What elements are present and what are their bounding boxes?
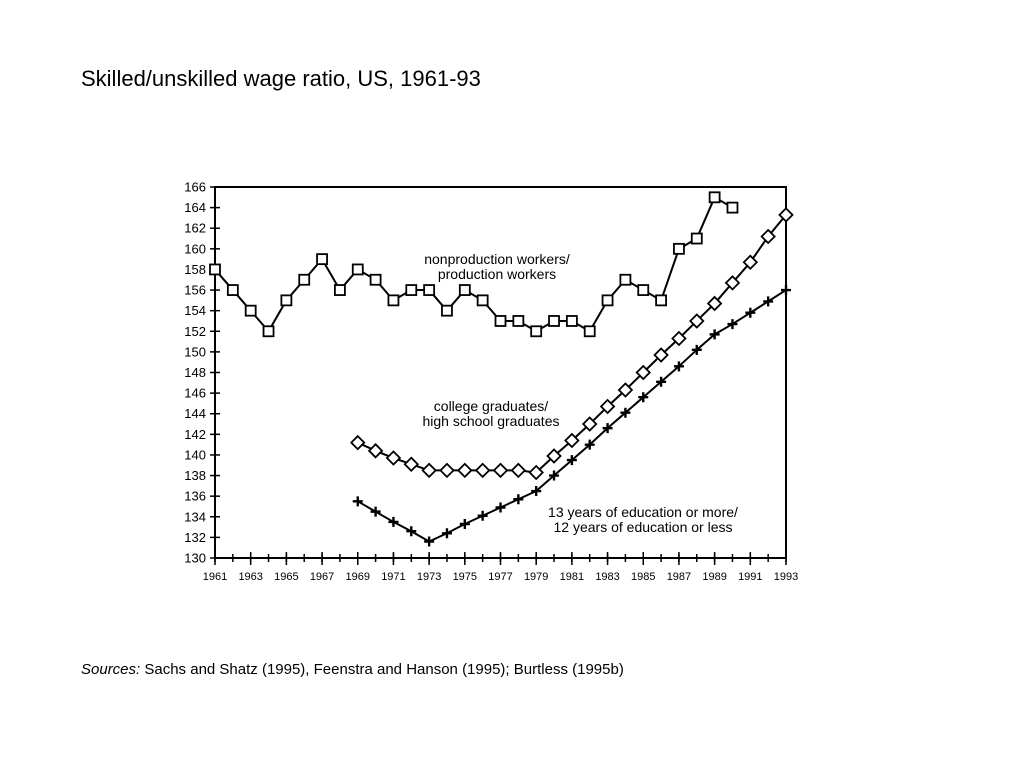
y-tick-label: 154 <box>184 303 206 319</box>
square-marker <box>228 285 238 295</box>
x-tick-label: 1983 <box>595 571 620 583</box>
y-tick-label: 138 <box>184 468 206 484</box>
x-tick-label: 1991 <box>738 571 763 583</box>
square-marker <box>388 295 398 305</box>
label-education-years <box>548 504 738 535</box>
x-tick-label: 1971 <box>381 571 406 583</box>
slide-title: Skilled/unskilled wage ratio, US, 1961-93 <box>81 66 481 91</box>
plus-marker <box>496 503 506 513</box>
square-marker <box>281 295 291 305</box>
y-tick-label: 162 <box>184 220 206 236</box>
diamond-marker <box>458 464 471 477</box>
diamond-marker <box>387 452 400 465</box>
square-marker <box>727 203 737 213</box>
x-tick-label: 1973 <box>416 571 442 583</box>
x-axis <box>203 552 798 583</box>
diamond-marker <box>423 464 436 477</box>
square-marker <box>317 254 327 264</box>
x-tick-label: 1993 <box>773 571 799 583</box>
square-marker <box>496 316 506 326</box>
plus-marker <box>353 496 363 506</box>
annotation-line: college graduates/ <box>433 398 549 414</box>
y-tick-label: 158 <box>184 261 206 277</box>
x-tick-label: 1963 <box>238 571 263 583</box>
y-tick-label: 152 <box>184 323 206 339</box>
square-marker <box>585 326 595 336</box>
diamond-marker <box>351 436 364 449</box>
square-marker <box>620 275 630 285</box>
annotation-line: production workers <box>437 266 557 282</box>
plus-marker <box>406 526 416 536</box>
square-marker <box>674 244 684 254</box>
square-marker <box>567 316 577 326</box>
square-marker <box>531 326 541 336</box>
annotation-line: nonproduction workers/ <box>424 251 570 267</box>
diamond-marker <box>440 464 453 477</box>
square-marker <box>460 285 470 295</box>
x-tick-label: 1979 <box>523 571 549 583</box>
y-tick-label: 130 <box>184 550 206 566</box>
square-marker <box>549 316 559 326</box>
label-nonproduction-production <box>424 251 570 282</box>
square-marker <box>335 285 345 295</box>
square-marker <box>442 306 452 316</box>
diamond-marker <box>494 464 507 477</box>
plus-marker <box>388 517 398 527</box>
diamond-marker <box>512 464 525 477</box>
y-tick-label: 150 <box>184 344 206 360</box>
square-marker <box>603 295 613 305</box>
sources-text: Sachs and Shatz (1995), Feenstra and Hanson (1995); Burtless (1995b) <box>140 661 624 678</box>
square-marker <box>710 192 720 202</box>
x-tick-label: 1967 <box>309 571 335 583</box>
plus-marker <box>781 285 791 295</box>
plus-marker <box>424 537 434 547</box>
x-tick-label: 1989 <box>702 571 727 583</box>
x-tick-label: 1977 <box>488 571 513 583</box>
series-college-highschool <box>351 208 792 479</box>
x-tick-label: 1961 <box>202 571 228 583</box>
plus-marker <box>513 494 523 504</box>
diamond-marker <box>369 444 382 457</box>
square-marker <box>299 275 309 285</box>
square-marker <box>513 316 523 326</box>
annotation-line: high school graduates <box>422 413 560 429</box>
plus-marker <box>478 511 488 521</box>
label-college-highschool <box>423 398 560 429</box>
square-marker <box>424 285 434 295</box>
square-marker <box>353 264 363 274</box>
x-tick-label: 1975 <box>452 571 478 583</box>
diamond-marker <box>476 464 489 477</box>
square-marker <box>371 275 381 285</box>
plus-marker <box>745 308 755 318</box>
plus-marker <box>763 296 773 306</box>
square-marker <box>656 295 666 305</box>
sources-note <box>81 661 624 678</box>
x-tick-label: 1969 <box>345 571 370 583</box>
annotation-line: 13 years of education or more/ <box>548 504 738 520</box>
x-tick-label: 1985 <box>631 571 656 583</box>
plus-marker <box>460 519 470 529</box>
square-marker <box>246 306 256 316</box>
square-marker <box>406 285 416 295</box>
square-marker <box>264 326 274 336</box>
y-tick-label: 156 <box>184 282 206 298</box>
plus-marker <box>442 528 452 538</box>
diamond-marker <box>405 458 418 471</box>
x-tick-label: 1987 <box>666 571 692 583</box>
y-tick-label: 146 <box>184 385 206 401</box>
square-marker <box>478 295 488 305</box>
annotation-line: 12 years of education or less <box>553 519 733 535</box>
plus-marker <box>727 319 737 329</box>
square-marker <box>638 285 648 295</box>
y-tick-label: 134 <box>184 509 206 525</box>
y-tick-label: 164 <box>184 200 206 216</box>
y-tick-label: 136 <box>184 488 206 504</box>
y-tick-label: 132 <box>184 529 206 545</box>
square-marker <box>210 264 220 274</box>
x-tick-label: 1981 <box>559 571 585 583</box>
y-tick-label: 160 <box>184 241 206 257</box>
y-tick-label: 148 <box>184 365 206 380</box>
y-tick-label: 140 <box>184 447 206 463</box>
plus-marker <box>371 507 381 517</box>
x-tick-label: 1965 <box>274 571 299 583</box>
sources-label: Sources: <box>81 661 141 678</box>
y-tick-label: 144 <box>184 406 206 422</box>
y-tick-label: 142 <box>184 426 206 442</box>
y-tick-label: 166 <box>184 179 206 195</box>
square-marker <box>692 234 702 244</box>
